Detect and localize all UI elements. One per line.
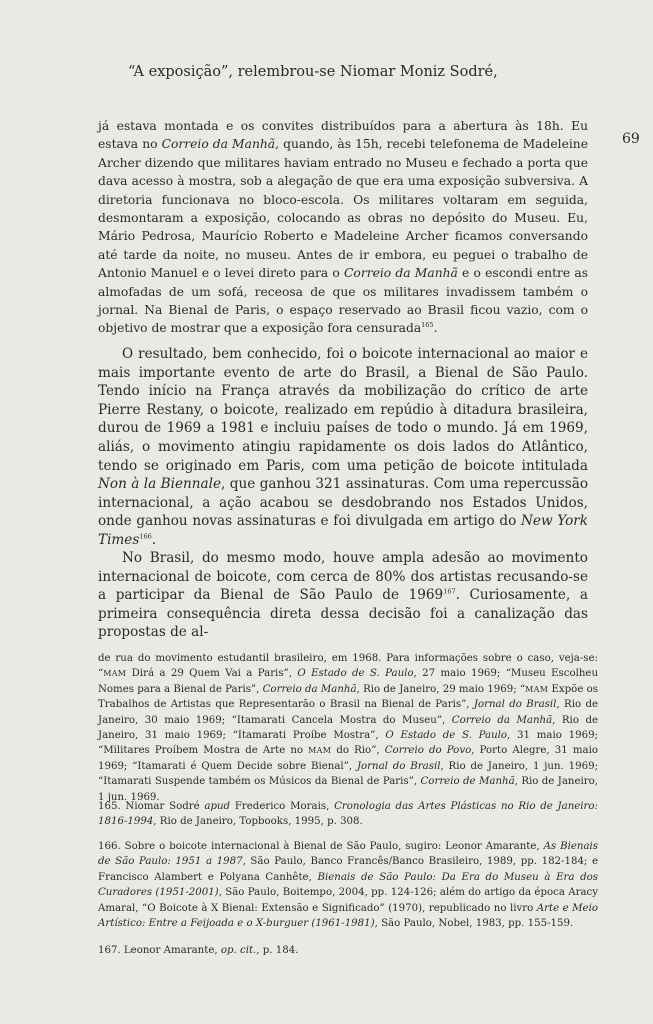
quote-italic: Correio da Manhã — [344, 266, 458, 281]
fn-text: , Rio de Janeiro, 30 maio 1969; “Itamarati Cancela Mostra do Museu”, — [98, 699, 598, 726]
fn-text: , 31 maio 1969; “Militares Proíbem Mostra de Arte no — [98, 730, 598, 757]
fn-italic: Jornal do Brasil — [473, 699, 557, 711]
fn-italic: Correio da Manhã — [262, 683, 357, 695]
fn-smallcaps: MAM — [308, 746, 332, 756]
fn-italic: op. cit. — [220, 945, 257, 956]
footnote-165 — [98, 799, 598, 830]
quote-text: já estava montada e os convites distribuídos para a abertura às 18h. Eu estava no — [98, 119, 588, 152]
para-text: . Curiosamente, a primeira consequência direta dessa decisão foi a canalização das propostas de al- — [98, 587, 588, 641]
fn-italic: Correio do Povo — [384, 745, 472, 757]
fn-text: 167. Leonor Amarante, — [98, 945, 221, 956]
fn-italic: Bienais de São Paulo: Da Era do Museu à Era dos Curadores (1951-2001) — [98, 871, 598, 899]
fn-text: , São Paulo, Nobel, 1983, pp. 155-159. — [374, 918, 574, 930]
footnote-ref-167[interactable]: 167 — [443, 587, 456, 596]
fn-text: , Rio de Janeiro, 1 jun. 1969. — [98, 776, 598, 803]
fn-text: Expõe os Trabalhos de Artistas que Representarão o Brasil na Bienal de Paris”, — [98, 683, 598, 711]
footnote-166 — [98, 839, 598, 931]
fn-italic: Correio da Manhã — [451, 714, 553, 726]
quote-italic: Correio da Manhã — [161, 137, 276, 152]
fn-smallcaps: MAM — [525, 684, 549, 694]
page-number: 69 — [622, 131, 640, 147]
fn-text: , São Paulo, Boitempo, 2004, pp. 124-126; além do artigo da época Aracy Amaral, “O Boicote à X Bienal: Extensão e Significado” (1970), republicado no livro — [98, 887, 598, 914]
quote-text: e o escondi entre as almofadas de um sofá, receosa de que os militares invadissem também o jornal. Na Bienal de Paris, o espaço reservado ao Brasil ficou vazio, com o objetivo de mostrar que a exposição fora censurada — [98, 266, 589, 336]
fn-text: , Rio de Janeiro, 31 maio 1969; “Itamarati Proíbe Mostra”, — [98, 714, 598, 742]
para-italic: New York Times — [98, 513, 588, 548]
fn-text: , Rio de Janeiro, 29 maio 1969; “ — [356, 683, 526, 695]
fn-italic: Arte e Meio Artístico: Entre a Feijoada e o X-burguer (1961-1981) — [98, 902, 598, 930]
footnote-167 — [98, 943, 598, 958]
fn-text: , Porto Alegre, 31 maio 1969; “Itamarati é Quem Decide sobre Bienal”, — [98, 745, 598, 772]
fn-text: , 27 maio 1969; “Museu Escolheu Nomes para a Bienal de Paris”, — [98, 668, 599, 695]
fn-italic: Correio de Manhã — [420, 776, 515, 788]
fn-italic: Cronologia das Artes Plásticas no Rio de Janeiro: 1816-1994 — [98, 801, 598, 828]
fn-smallcaps: MAM — [103, 669, 127, 679]
fn-text: , p. 184. — [256, 945, 299, 956]
body-paragraph-1 — [98, 345, 588, 550]
para-italic: Non à la Biennale — [98, 476, 222, 493]
fn-text: do Rio”, — [331, 745, 385, 757]
fn-text: , Rio de Janeiro, 1 jun. 1969; “Itamarati Suspende também os Músicos da Bienal de Paris”, — [98, 760, 599, 788]
para-text: . — [151, 531, 157, 548]
footnote-continued — [98, 651, 598, 805]
fn-italic: O Estado de S. Paulo — [297, 668, 414, 680]
block-quote — [98, 117, 588, 338]
body-paragraph-2 — [98, 549, 588, 642]
para-text: O resultado, bem conhecido, foi o boicote internacional ao maior e mais importante evento de arte do Brasil, a Bienal de São Paulo. Tendo início na França através da mobilização do crítico de arte Pierre Restany, o boicote, realizado em repúdio à ditadura brasileira, durou de 1969 a 1981 e incluiu países de todo o mundo. Já em 1969, aliás, o movimento atingiu rapidamente os dois lados do Atlântico, tendo se originado em Paris, com uma petição de boicote intitulada — [98, 346, 588, 474]
para-text: No Brasil, do mesmo modo, houve ampla adesão ao movimento internacional de boicote, com cerca de 80% dos artistas recusando-se a participar da Bienal de São Paulo de 1969 — [98, 550, 588, 604]
fn-text: , Rio de Janeiro, Topbooks, 1995, p. 308. — [153, 816, 363, 828]
footnote-ref-165[interactable]: 165 — [421, 321, 434, 330]
fn-text: Dirá a 29 Quem Vai a Paris”, — [126, 668, 298, 680]
fn-text: , São Paulo, Banco Francês/Banco Brasileiro, 1989, pp. 182-184; e Francisco Alambert e Polyana Canhête, — [98, 856, 598, 883]
fn-italic: O Estado de S. Paulo — [385, 730, 508, 742]
fn-text: de rua do movimento estudantil brasileiro, em 1968. Para informações sobre o caso, veja-se: “ — [98, 653, 598, 680]
fn-italic: apud — [204, 801, 231, 812]
fn-text: Frederico Morais, — [230, 801, 335, 812]
footnote-ref-166[interactable]: 166 — [139, 532, 152, 541]
fn-italic: Jornal do Brasil — [356, 760, 441, 772]
intro-line: “A exposição”, relembrou-se Niomar Moniz Sodré, — [128, 64, 498, 80]
para-text: , que ganhou 321 assinaturas. Com uma repercussão internacional, a ação acabou se desdobrando nos Estados Unidos, onde ganhou novas assinaturas e foi divulgada em artigo do — [98, 476, 588, 530]
fn-text: 166. Sobre o boicote internacional à Bienal de São Paulo, sugiro: Leonor Amarante, — [98, 841, 544, 852]
quote-text: , quando, às 15h, recebi telefonema de Madeleine Archer dizendo que militares haviam entrado no Museu e fechado a porta que dava acesso à mostra, sob a alegação de que era uma exposição subversiva. A diretoria funcionava no bloco-escola. Os militares voltaram em seguida, desmontaram a exposição, colocando as obras no depósito do Museu. Eu, Mário Pedrosa, Maurício Roberto e Madeleine Archer ficamos conversando até tarde da noite, no museu. Antes de ir embora, eu peguei o trabalho de Antonio Manuel e o levei direto para o — [98, 137, 588, 281]
quote-text: . — [433, 321, 438, 336]
fn-italic: As Bienais de São Paulo: 1951 a 1987 — [98, 841, 599, 868]
fn-text: 165. Niomar Sodré — [98, 801, 205, 812]
